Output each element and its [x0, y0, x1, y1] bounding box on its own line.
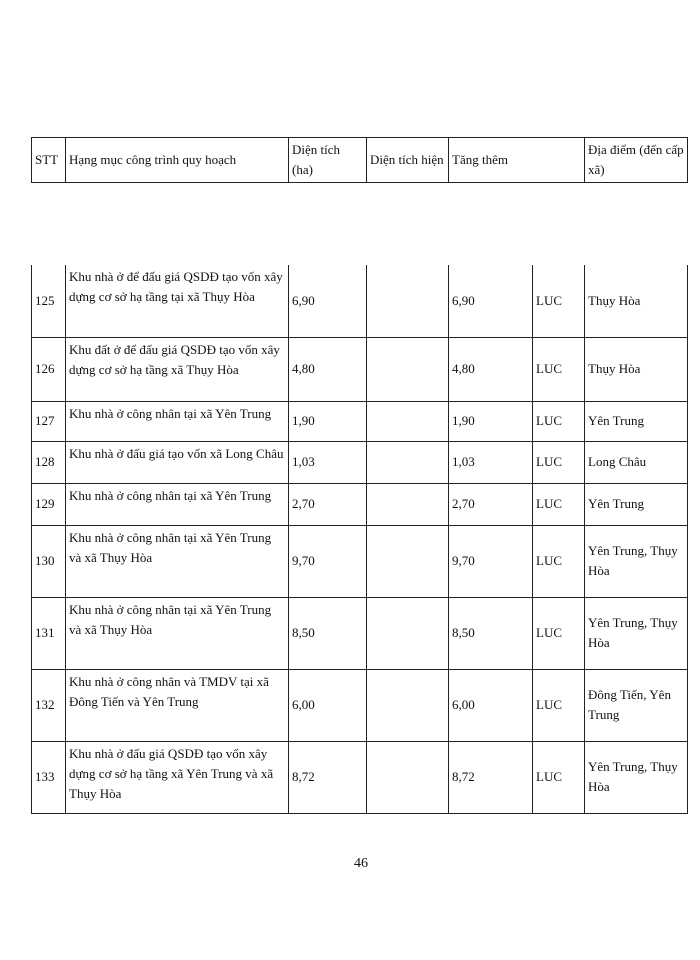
row-current — [367, 483, 449, 525]
row-stt: 133 — [32, 741, 66, 813]
header-hang-muc: Hạng mục công trình quy hoạch — [66, 138, 289, 183]
row-land-type: LUC — [533, 741, 585, 813]
row-name: Khu nhà ở công nhân tại xã Yên Trung và xã Thụy Hòa — [66, 597, 289, 669]
row-area: 2,70 — [289, 483, 367, 525]
row-area: 6,90 — [289, 265, 367, 337]
row-area: 4,80 — [289, 337, 367, 401]
header-tang-them: Tăng thêm — [449, 138, 585, 183]
row-increase: 4,80 — [449, 337, 533, 401]
table-row — [32, 265, 688, 337]
row-location: Yên Trung — [585, 483, 688, 525]
table-header — [31, 137, 688, 183]
row-increase: 6,90 — [449, 265, 533, 337]
row-name: Khu nhà ở công nhân và TMDV tại xã Đông Tiến và Yên Trung — [66, 669, 289, 741]
row-stt: 132 — [32, 669, 66, 741]
table-row — [32, 597, 688, 669]
row-name: Khu nhà ở đấu giá tạo vốn xã Long Châu — [66, 441, 289, 483]
row-location: Thụy Hòa — [585, 265, 688, 337]
row-current — [367, 525, 449, 597]
row-stt: 129 — [32, 483, 66, 525]
row-stt: 127 — [32, 401, 66, 441]
row-area: 8,50 — [289, 597, 367, 669]
row-increase: 9,70 — [449, 525, 533, 597]
row-current — [367, 441, 449, 483]
table-row — [32, 483, 688, 525]
row-current — [367, 401, 449, 441]
row-land-type: LUC — [533, 265, 585, 337]
row-current — [367, 669, 449, 741]
row-location: Thụy Hòa — [585, 337, 688, 401]
row-land-type: LUC — [533, 525, 585, 597]
row-area: 1,03 — [289, 441, 367, 483]
row-increase: 8,50 — [449, 597, 533, 669]
row-name: Khu nhà ở công nhân tại xã Yên Trung — [66, 401, 289, 441]
row-area: 9,70 — [289, 525, 367, 597]
row-name: Khu nhà ở để đấu giá QSDĐ tạo vốn xây dựng cơ sở hạ tầng tại xã Thụy Hòa — [66, 265, 289, 337]
table-row — [32, 337, 688, 401]
row-land-type: LUC — [533, 483, 585, 525]
header-dien-tich: Diện tích (ha) — [289, 138, 367, 183]
row-stt: 131 — [32, 597, 66, 669]
table-row — [32, 741, 688, 813]
row-location: Long Châu — [585, 441, 688, 483]
row-area: 6,00 — [289, 669, 367, 741]
row-increase: 1,90 — [449, 401, 533, 441]
row-name: Khu nhà ở công nhân tại xã Yên Trung và xã Thụy Hòa — [66, 525, 289, 597]
row-stt: 128 — [32, 441, 66, 483]
row-land-type: LUC — [533, 337, 585, 401]
row-current — [367, 597, 449, 669]
row-location: Yên Trung, Thụy Hòa — [585, 741, 688, 813]
row-land-type: LUC — [533, 669, 585, 741]
row-area: 8,72 — [289, 741, 367, 813]
header-dien-tich-hien: Diện tích hiện — [367, 138, 449, 183]
row-land-type: LUC — [533, 441, 585, 483]
row-location: Yên Trung — [585, 401, 688, 441]
row-increase: 2,70 — [449, 483, 533, 525]
row-location: Đông Tiến, Yên Trung — [585, 669, 688, 741]
row-stt: 130 — [32, 525, 66, 597]
row-increase: 1,03 — [449, 441, 533, 483]
header-row — [32, 138, 688, 183]
table-body — [31, 265, 688, 814]
row-name: Khu nhà ở đấu giá QSDĐ tạo vốn xây dựng cơ sở hạ tầng xã Yên Trung và xã Thụy Hòa — [66, 741, 289, 813]
row-name: Khu đất ở để đấu giá QSDĐ tạo vốn xây dựng cơ sở hạ tầng xã Thụy Hòa — [66, 337, 289, 401]
row-land-type: LUC — [533, 401, 585, 441]
table-row — [32, 669, 688, 741]
row-increase: 6,00 — [449, 669, 533, 741]
row-current — [367, 741, 449, 813]
page-number: 46 — [354, 856, 368, 871]
row-stt: 125 — [32, 265, 66, 337]
row-stt: 126 — [32, 337, 66, 401]
row-area: 1,90 — [289, 401, 367, 441]
row-increase: 8,72 — [449, 741, 533, 813]
row-location: Yên Trung, Thụy Hòa — [585, 597, 688, 669]
row-current — [367, 265, 449, 337]
table-row — [32, 401, 688, 441]
header-stt: STT — [32, 138, 66, 183]
row-name: Khu nhà ở công nhân tại xã Yên Trung — [66, 483, 289, 525]
header-dia-diem: Địa điểm (đến cấp xã) — [585, 138, 688, 183]
row-current — [367, 337, 449, 401]
table-row — [32, 441, 688, 483]
table-row — [32, 525, 688, 597]
row-land-type: LUC — [533, 597, 585, 669]
row-location: Yên Trung, Thụy Hòa — [585, 525, 688, 597]
